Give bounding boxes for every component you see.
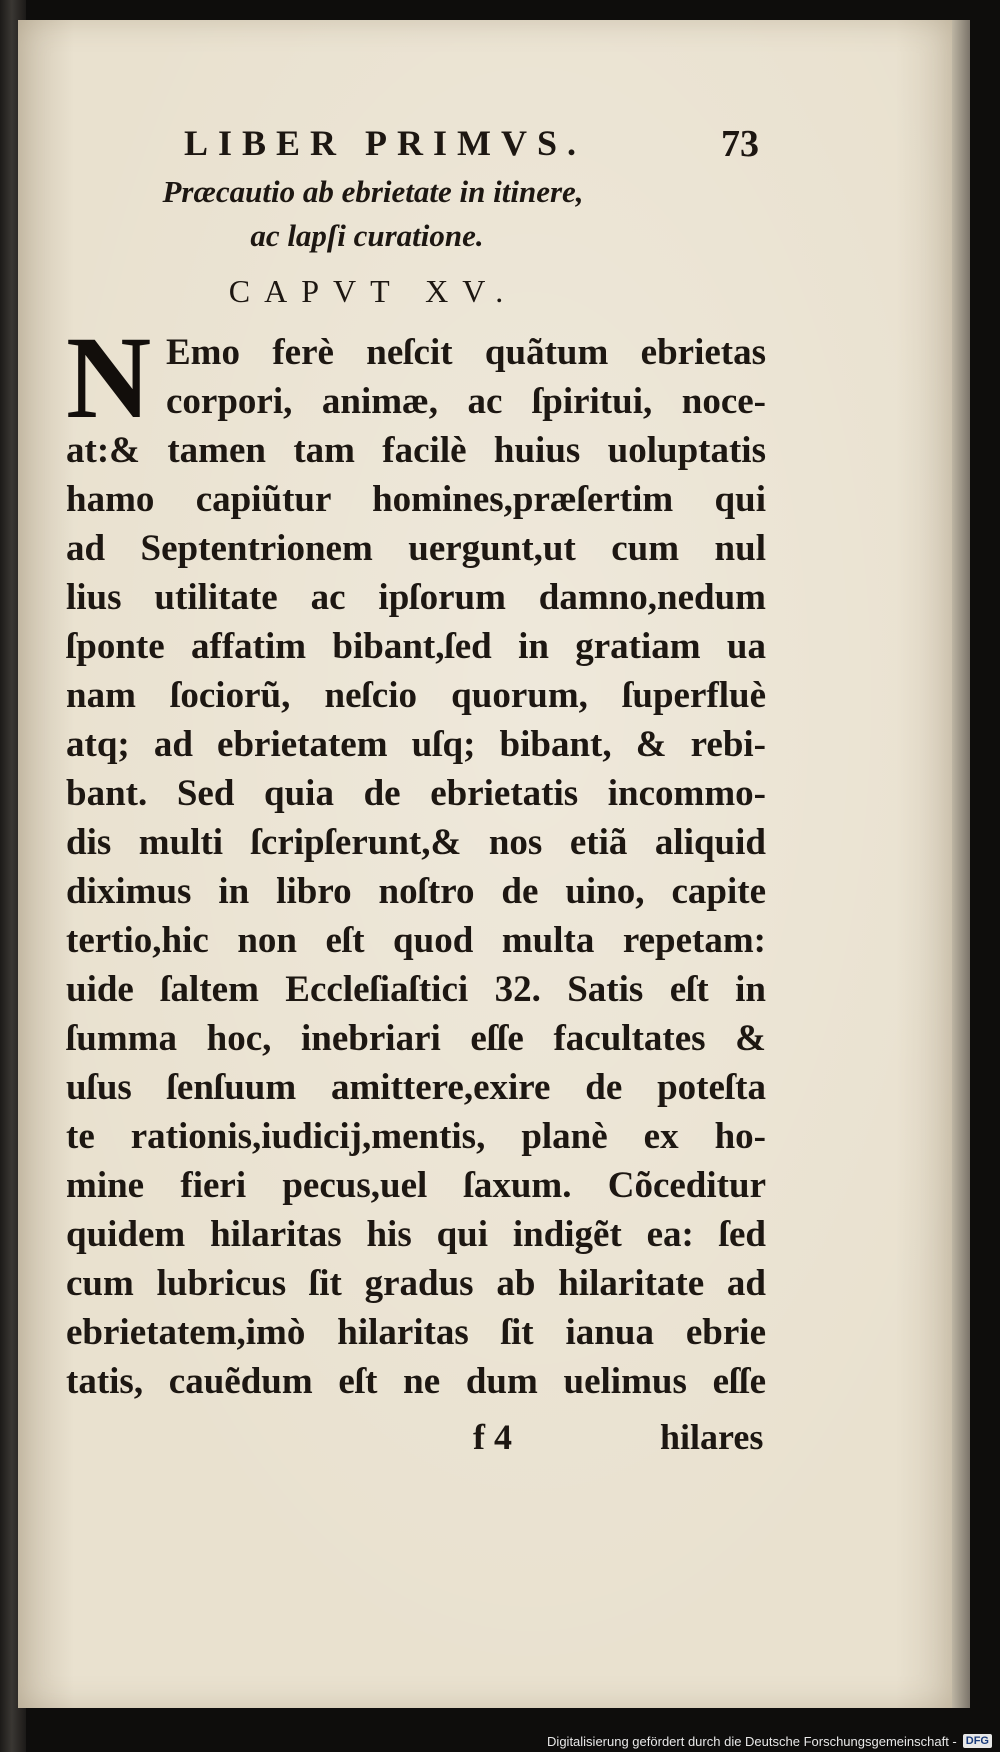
catchword: hilares [660, 1417, 764, 1457]
text-line: Emo ferè neſcit quãtum ebrietas [166, 332, 766, 373]
opening-lines [48, 312, 778, 443]
page-edge [952, 20, 970, 1708]
text-line: lius utilitate ac ipſorum damno,nedum [66, 577, 766, 618]
text-line: ſponte affatim bibant,ſed in gratiam ua [66, 626, 766, 667]
text-line: dis multi ſcripſerunt,& nos etiã aliquid [66, 822, 766, 863]
digitization-credit [547, 1732, 992, 1750]
text-block [48, 100, 778, 1470]
text-line: ad Septentrionem uergunt,ut cum nul [66, 528, 766, 569]
chapter-heading-line-1: Præcautio ab ebrietate in itinere, [162, 174, 584, 209]
text-line: mine fieri pecus,uel ſaxum. Cõceditur [66, 1165, 766, 1206]
chapter-heading-line-2: ac lapſi curatione. [250, 218, 484, 253]
text-line: tertio,hic non eſt quod multa repetam: [66, 920, 766, 961]
text-line: atq; ad ebrietatem uſq; bibant, & rebi- [66, 724, 766, 765]
drop-cap: N [66, 312, 152, 443]
body-text [48, 312, 778, 1406]
dfg-logo: DFG [963, 1734, 992, 1748]
text-line: corpori, animæ, ac ſpiritui, noce- [166, 381, 766, 422]
signature-mark: f 4 [473, 1417, 512, 1457]
credit-text: Digitalisierung gefördert durch die Deutsche Forschungsgemeinschaft - [547, 1733, 957, 1749]
text-line: ſumma hoc, inebriari eſſe facultates & [66, 1018, 766, 1059]
text-line: tatis, cauẽdum eſt ne dum uelimus eſſe [66, 1361, 766, 1402]
text-line: nam ſociorũ, neſcio quorum, ſuperfluè [66, 675, 766, 716]
book-page [18, 20, 952, 1708]
text-line: uide ſaltem Eccleſiaſtici 32. Satis eſt in [66, 969, 766, 1010]
text-line: bant. Sed quia de ebrietatis incommo- [66, 773, 766, 814]
text-line: uſus ſenſuum amittere,exire de poteſta [66, 1067, 766, 1108]
running-title: LIBER PRIMVS. [184, 123, 587, 163]
text-line: cum lubricus ſit gradus ab hilaritate ad [66, 1263, 766, 1304]
text-line: quidem hilaritas his qui indigẽt ea: ſed [66, 1214, 766, 1255]
text-line: te rationis,iudicij,mentis, planè ex ho- [66, 1116, 766, 1157]
running-head [48, 100, 778, 165]
text-line: diximus in libro noſtro de uino, capite [66, 871, 766, 912]
page-footer [48, 1410, 778, 1470]
text-line: ebrietatem,imò hilaritas ſit ianua ebrie [66, 1312, 766, 1353]
text-line: hamo capiũtur homines,præſertim qui [66, 479, 766, 520]
chapter-number: CAPVT XV. [228, 273, 518, 309]
page-number: 73 [721, 123, 759, 165]
text-line: at:& tamen tam facilè huius uoluptatis [66, 430, 766, 471]
